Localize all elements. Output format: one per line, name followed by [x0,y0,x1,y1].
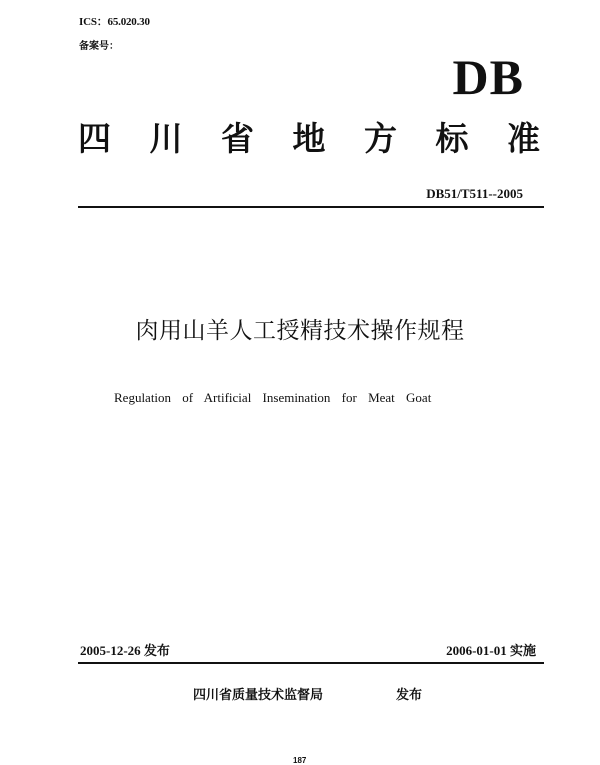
standard-type-char: 地 [292,119,326,158]
ics-code: ICS：65.020.30 [79,16,150,28]
publisher-action: 发布 [396,688,423,703]
db-mark: DB [452,49,524,105]
title-english: Regulation of Artificial Insemination for Meat Goat [114,390,432,405]
publisher-name: 四川省质量技术监督局 [193,688,324,703]
standard-type-char: 方 [364,119,397,158]
standard-type-char: 川 [149,119,183,158]
standard-type-heading [78,119,540,158]
standard-type-char: 标 [435,119,469,158]
standard-number: DB51/T511--2005 [426,186,523,201]
implementation-date: 2006-01-01 实施 [446,643,536,658]
bottom-divider [78,662,544,664]
standard-type-char: 准 [507,119,540,158]
page-number: 187 [293,756,307,765]
title-chinese: 肉用山羊人工授精技术操作规程 [135,318,465,344]
standard-type-char: 四 [78,119,111,158]
standard-type-char: 省 [221,119,254,158]
issue-date: 2005-12-26 发布 [80,643,170,658]
top-divider [78,206,544,208]
filing-number-label: 备案号： [79,41,119,52]
